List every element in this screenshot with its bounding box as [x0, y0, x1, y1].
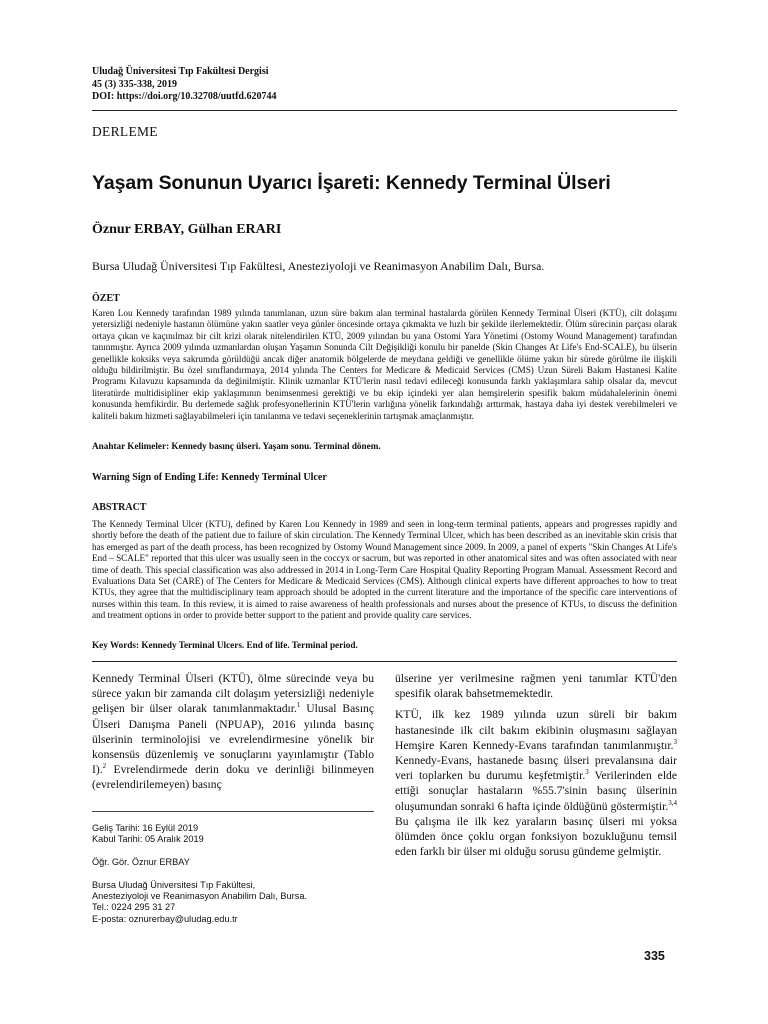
header-rule	[92, 110, 677, 111]
ozet-heading: ÖZET	[92, 293, 120, 304]
received-date: Geliş Tarihi: 16 Eylül 2019	[92, 823, 199, 833]
author-affiliation: Bursa Uludağ Üniversitesi Tıp Fakültesi, Anesteziyoloji ve Reanimasyon Anabilim Dalı, Bursa.	[92, 259, 545, 273]
body-text: Verilerinden elde ettiği sonuçlar hastaların %55.7'sinin basınç ülserinin oluşumundan sonraki 6 hafta içinde öldüğünü göstermiştir.	[395, 769, 677, 813]
journal-header	[92, 66, 276, 104]
body-text: Ulusal Basınç Ülseri Danışma Paneli (NPUAP), 2016 yılında basınç ülserinin terminolojisi ve evrelendirmesine yönelik bir konsensüs düzenlemiş ve sonuçlarını yayınlamıştır (Tablo I).	[92, 702, 374, 777]
journal-name: Uludağ Üniversitesi Tıp Fakültesi Dergisi	[92, 66, 269, 77]
email-address[interactable]: E-posta: oznurerbay@uludag.edu.tr	[92, 913, 238, 924]
body-text: KTÜ, ilk kez 1989 yılında uzun süreli bir bakım hastanesinde ilk cilt bakım ekibinin oluşmasını sağlayan Hemşire Karen Kennedy-Evans tarafından tanımlanmıştır.	[395, 708, 677, 752]
journal-doi[interactable]: DOI: https://doi.org/10.32708/uutfd.620744	[92, 91, 277, 102]
corresponding-author: Öğr. Gör. Öznur ERBAY	[92, 857, 190, 867]
english-title: Warning Sign of Ending Life: Kennedy Terminal Ulcer	[92, 472, 327, 483]
body-text: ülserine yer verilmesine rağmen yeni tanımlar KTÜ'den spesifik olarak bahsetmemektedir.	[395, 672, 677, 701]
citation-ref: 3,4	[668, 798, 677, 807]
abstract-divider	[92, 661, 677, 662]
english-keywords: Key Words: Kennedy Terminal Ulcers. End of life. Terminal period.	[92, 640, 358, 650]
section-label: DERLEME	[92, 124, 158, 139]
abstract-heading: ABSTRACT	[92, 502, 147, 513]
article-authors: Öznur ERBAY, Gülhan ERARI	[92, 222, 282, 237]
abstract-text: The Kennedy Terminal Ulcer (KTU), defined by Karen Lou Kennedy in 1989 and seen in long-term terminal patients, appears and progresses rapidly and shortly before the death of the patient due to failure of skin circulation. The Kennedy Terminal Ulcer, which has been described as an inevitable skin crisis that has emerged as part of the death process, has been recognized by Ostomy Wound Management since 2009. In 2009, a panel of experts "Skin Changes At Life's End – SCALE" reported that this ulcer was usually seen in the coccyx or sacrum, but was reported in other anatomical sites and was often associated with near time of death. This special classification was also addressed in 2014 in Long-Term Care Hospital Quality Reporting Program Manual. Assessment Record and Evaluations Data Set (CARE) of The Centers for Medicare & Medicaid Services (CMS). Although clinical experts have different approaches to how to treat KTUs, they agree that the multidisciplinary team approach should be adopted in the current literature and the importance of the specific care interventions of nurses within this team. In this review, it is aimed to raise awareness of health professionals and nurses about the presence of KTUs, to discuss the definition and treatment options in order to provide better support to the patient and provide quality care services.	[92, 519, 677, 621]
citation-ref: 3	[673, 737, 677, 746]
body-paragraph	[395, 707, 677, 859]
body-text: Evrelendirmede derin doku ve derinliği bilinmeyen (evrelendirilemeyen) basınç	[92, 763, 374, 792]
body-text: Kennedy Terminal Ülseri (KTÜ), ölme sürecinde veya bu sürece yakın bir zamanda cilt dolaşım yetersizliği nedeniyle gelişen bir ülser olarak tanımlanmaktadır.	[92, 672, 374, 716]
body-text: Bu çalışma ile ilk kez yaraların basınç ülseri mi yoksa ölümden önce çoklu organ fonksiyon bozukluğunu temsil eden farklı bir ülser mi olduğu sorusu gündeme gelmiştir.	[395, 814, 677, 859]
turkish-keywords: Anahtar Kelimeler: Kennedy basınç ülseri. Yaşam sonu. Terminal dönem.	[92, 441, 381, 451]
footnote-dates	[92, 823, 204, 845]
journal-volume: 45 (3) 335-338, 2019	[92, 78, 177, 90]
citation-ref: 2	[102, 762, 107, 771]
correspondence-address	[92, 880, 307, 925]
address-line: Bursa Uludağ Üniversitesi Tıp Fakültesi,	[92, 880, 256, 890]
article-title: Yaşam Sonunun Uyarıcı İşareti: Kennedy Terminal Ülseri	[92, 172, 611, 194]
phone-number: Tel.: 0224 295 31 27	[92, 902, 176, 913]
ozet-text: Karen Lou Kennedy tarafından 1989 yılında tanımlanan, uzun süre bakım alan terminal hastalarda görülen Kennedy Terminal Ülseri (KTÜ), cilt dolaşımı yetersizliği nedeniyle hastanın ölümüne yakın saatler veya günler öncesinde ortaya çıkmakta ve hızlı bir şekilde ilerlemektedir. Ölüm sürecinin parçası olarak ortaya çıkan ve kaçınılmaz bir cilt krizi olarak nitelendirilen KTÜ, 2009 yılından bu yana Ostomi Yara Yönetimi (Ostomy Wound Management) tarafından tanınmıştır. Ayrıca 2009 yılında uzmanlardan oluşan Yaşamın Sonunda Cilt Değişikliği konulu bir panelde (Skin Changes At Life's End-SCALE), bu ülserin genellikle koksiks veya sakrumda görüldüğü ancak diğer anatomik bölgelerde de meydana geldiği ve genellikle ölüme yakın bir sürede görülme ile ilişkili olduğu bildirilmiştir. Bu özel sınıflandırmaya, 2014 yılında The Centers for Medicare & Medicaid Services (CMS) Uzun Süreli Bakım Hastanesi Kalite Programı Kılavuzu kapsamında da değinilmiştir. Klinik uzmanlar KTÜ'lerin nasıl tedavi edileceği konusunda farklı yaklaşımlara sahip olsalar da, mevcut literatürde multidisipliner ekip yaklaşımının benimsenmesi gerektiği ve bu ekip içindeki yer alan hemşirelerin spesifik bakım müdahalelerinin önemi konusunda hemfikirdir. Bu derlemede sağlık profesyonellerinin KTÜ'lerin varlığına yönelik farkındalığı arttırmak, hastaya daha iyi destek verebilmeleri ve kaliteli bakım hizmeti sağlayabilmeleri için tanılanma ve tedavi seçeneklerinin tartışmak amaçlanmıştır.	[92, 308, 677, 421]
accepted-date: Kabul Tarihi: 05 Aralık 2019	[92, 834, 204, 845]
body-text: Kennedy-Evans, hastanede basınç ülseri prevalansına dair veri toplarken bu durumu keşfetmiştir.	[395, 754, 677, 783]
body-column-right	[395, 671, 677, 859]
footnote-rule	[92, 811, 374, 812]
body-paragraph	[395, 671, 677, 701]
page-number: 335	[644, 949, 665, 963]
citation-ref: 3	[585, 768, 589, 777]
address-line: Anesteziyoloji ve Reanimasyon Anabilim Dalı, Bursa.	[92, 891, 307, 902]
body-column-left	[92, 671, 374, 793]
citation-ref: 1	[296, 701, 301, 710]
